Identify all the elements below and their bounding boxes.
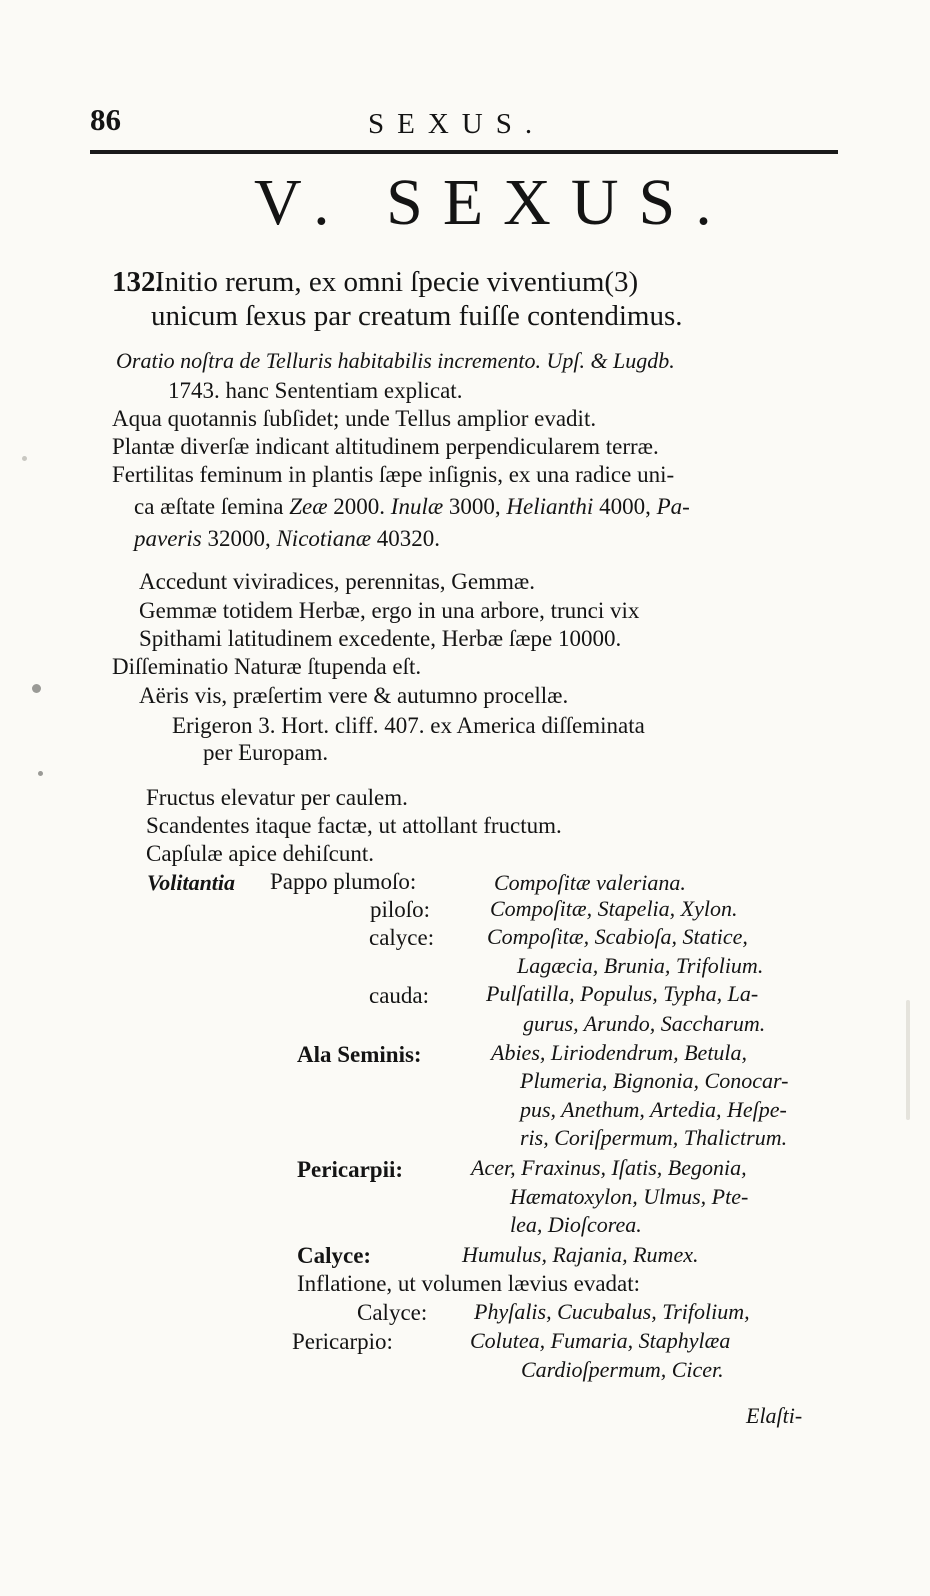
- table-label-calyce-3: Calyce:: [357, 1300, 428, 1325]
- table-row-5a: Abies, Liriodendrum, Betula,: [491, 1040, 748, 1065]
- table-label-cauda: cauda:: [369, 983, 430, 1008]
- table-row-8: Phyſalis, Cucubalus, Trifolium,: [474, 1299, 750, 1324]
- table-row-3a: Compoſitæ, Scabioſa, Statice,: [487, 924, 748, 949]
- table-label-calyce-2: Calyce:: [297, 1243, 372, 1268]
- note-line-4: Plantæ diverſæ indicant altitudinem perpendicularem terræ.: [112, 434, 659, 459]
- note-line-5: Fertilitas feminum in plantis ſæpe inſignis, ex una radice uni-: [112, 462, 675, 487]
- body-line-10: Capſulæ apice dehiſcunt.: [146, 841, 375, 866]
- page-edge-shadow: [906, 1000, 910, 1120]
- table-label-piloso: piloſo:: [370, 897, 431, 922]
- table-label-pericarpii: Pericarpii:: [297, 1157, 404, 1182]
- table-row-6c: lea, Dioſcorea.: [510, 1212, 642, 1237]
- table-row-5c: pus, Anethum, Artedia, Heſpe-: [520, 1097, 787, 1122]
- note-line-6-num-3: 4000,: [593, 494, 657, 519]
- section-line-1: Initio rerum, ex omni ſpecie viventium(3): [155, 266, 639, 298]
- note-line-7-num-2: 40320.: [371, 526, 441, 551]
- note-line-7-num-1: 32000,: [201, 526, 277, 551]
- table-row-6a: Acer, Fraxinus, Iſatis, Begonia,: [471, 1155, 747, 1180]
- scan-speck: [32, 684, 41, 693]
- chapter-title: V. SEXUS.: [254, 166, 732, 239]
- note-line-3: Aqua quotannis ſubſidet; unde Tellus amplior evadit.: [112, 406, 597, 431]
- scan-speck: [22, 456, 27, 461]
- body-line-3: Spithami latitudinem excedente, Herbæ ſæpe 10000.: [139, 626, 622, 651]
- note-line-7-papaver: paveris: [134, 526, 202, 551]
- note-line-1: Oratio noſtra de Telluris habitabilis incremento. Upſ. & Lugdb.: [116, 348, 675, 373]
- running-head: SEXUS.: [368, 108, 546, 140]
- note-line-6-zea: Zeæ: [289, 494, 328, 519]
- body-line-2: Gemmæ totidem Herbæ, ergo in una arbore, trunci vix: [139, 598, 640, 623]
- table-inflatione: Inflatione, ut volumen lævius evadat:: [297, 1271, 641, 1296]
- header-rule: [90, 150, 838, 154]
- note-line-6-text: ca æſtate ſemina: [134, 494, 290, 519]
- note-line-6-inula: Inulæ: [390, 494, 444, 519]
- body-line-7: per Europam.: [203, 740, 329, 765]
- scan-speck: [38, 771, 43, 776]
- table-row-1: Compoſitæ valeriana.: [494, 870, 686, 895]
- table-row-3b: Lagæcia, Brunia, Trifolium.: [517, 953, 764, 978]
- table-row-4a: Pulſatilla, Populus, Typha, La-: [486, 981, 759, 1006]
- body-line-1: Accedunt viviradices, perennitas, Gemmæ.: [139, 569, 535, 594]
- note-line-7-nicotiana: Nicotianæ: [276, 526, 372, 551]
- table-row-5b: Plumeria, Bignonia, Conocar-: [520, 1068, 789, 1093]
- note-line-7: [134, 527, 440, 550]
- table-label-ala-seminis: Ala Seminis:: [297, 1042, 422, 1067]
- table-row-5d: ris, Coriſpermum, Thalictrum.: [520, 1125, 788, 1150]
- note-line-6-helianthus: Helianthi: [506, 494, 594, 519]
- note-line-6-num-1: 2000.: [327, 494, 391, 519]
- note-line-6-pa: Pa-: [656, 494, 690, 519]
- body-line-9: Scandentes itaque factæ, ut attollant fructum.: [146, 813, 562, 838]
- table-label-pappo-plumoso: Pappo plumoſo:: [270, 869, 417, 894]
- note-line-2: 1743. hanc Sententiam explicat.: [168, 378, 463, 403]
- table-row-7: Humulus, Rajania, Rumex.: [462, 1242, 699, 1267]
- table-row-9a: Colutea, Fumaria, Staphylæa: [470, 1328, 731, 1353]
- body-line-4: Diſſeminatio Naturæ ſtupenda eſt.: [112, 654, 422, 679]
- page-number: 86: [90, 102, 121, 137]
- note-line-6-num-2: 3000,: [443, 494, 507, 519]
- body-line-6: Erigeron 3. Hort. cliff. 407. ex America diſſeminata: [172, 713, 645, 738]
- table-label-volitantia: Volitantia: [147, 870, 236, 895]
- table-row-4b: gurus, Arundo, Saccharum.: [523, 1011, 766, 1036]
- section-line-2: unicum ſexus par creatum fuiſſe contendimus.: [151, 300, 683, 332]
- table-row-2: Compoſitæ, Stapelia, Xylon.: [490, 896, 738, 921]
- body-line-8: Fructus elevatur per caulem.: [146, 785, 408, 810]
- catchword: Elaſti-: [746, 1403, 803, 1428]
- section-number: 132.: [112, 266, 163, 298]
- table-label-pericarpio: Pericarpio:: [292, 1329, 393, 1354]
- table-label-calyce: calyce:: [369, 925, 435, 950]
- body-line-5: Aëris vis, præſertim vere & autumno procellæ.: [139, 683, 569, 708]
- table-row-9b: Cardioſpermum, Cicer.: [521, 1357, 724, 1382]
- note-line-6: [134, 495, 690, 518]
- table-row-6b: Hæmatoxylon, Ulmus, Pte-: [510, 1184, 749, 1209]
